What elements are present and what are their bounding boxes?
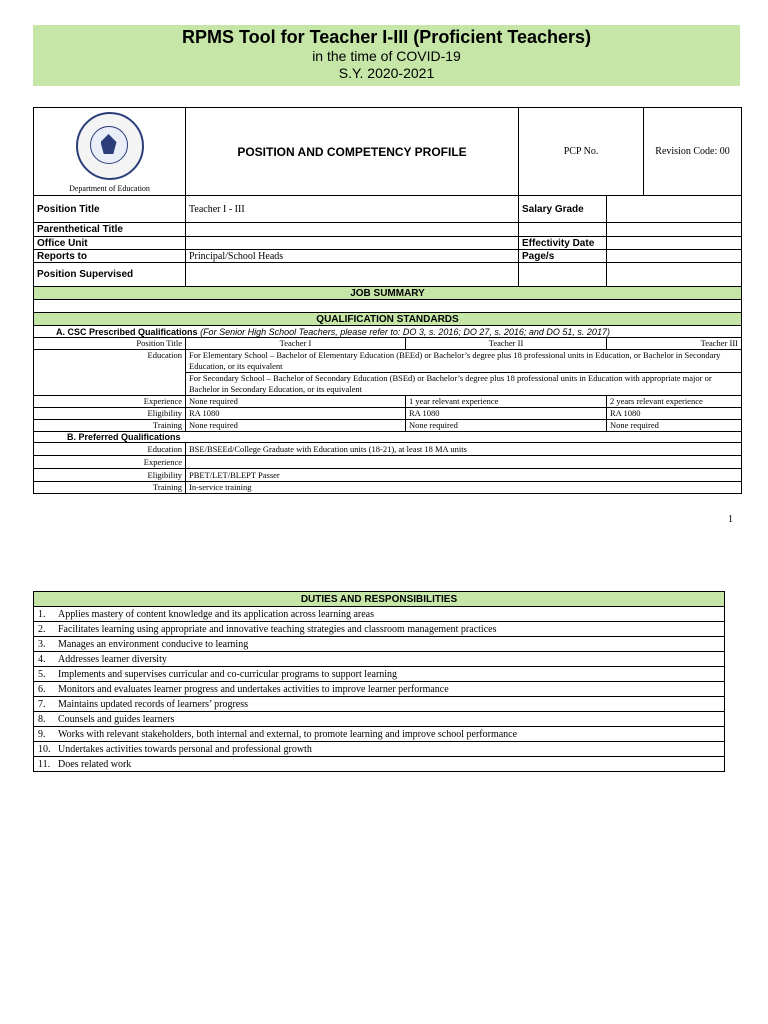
- duty-text: Facilitates learning using appropriate and innovative teaching strategies and classroom management practices: [58, 623, 497, 635]
- eligibility-teacher-1: RA 1080: [186, 408, 406, 420]
- duty-row: [34, 757, 725, 772]
- department-name: Department of Education: [69, 184, 150, 193]
- duty-number: 11.: [38, 758, 51, 770]
- teacher-1-header: Teacher I: [186, 338, 406, 350]
- duty-text: Counsels and guides learners: [58, 713, 175, 725]
- position-competency-profile-table: [33, 107, 742, 494]
- eligibility-label: Eligibility: [34, 408, 186, 420]
- position-supervised-blank: [519, 263, 607, 287]
- duty-cell: [34, 757, 725, 772]
- duties-header: DUTIES AND RESPONSIBILITIES: [34, 592, 725, 607]
- duty-number: 5.: [38, 668, 46, 680]
- duty-cell: [34, 622, 725, 637]
- duty-row: [34, 622, 725, 637]
- duty-cell: [34, 682, 725, 697]
- duty-number: 2.: [38, 623, 46, 635]
- preferred-experience-label: Experience: [34, 456, 186, 469]
- preferred-experience-value: [186, 456, 742, 469]
- duty-text: Undertakes activities towards personal and professional growth: [58, 743, 312, 755]
- parenthetical-title-value: [186, 223, 519, 237]
- effectivity-date-label: Effectivity Date: [519, 237, 607, 250]
- csc-qualifications-row: A. CSC Prescribed Qualifications (For Senior High School Teachers, please refer to: DO 3, s. 2016; DO 27, s. 2016; and DO 51, s. 2017): [34, 326, 742, 338]
- duty-number: 1.: [38, 608, 46, 620]
- profile-title: POSITION AND COMPETENCY PROFILE: [186, 108, 519, 196]
- duty-cell: [34, 742, 725, 757]
- parenthetical-blank: [519, 223, 607, 237]
- position-title-value: Teacher I - III: [186, 196, 519, 223]
- duty-text: Implements and supervises curricular and co-curricular programs to support learning: [58, 668, 398, 680]
- salary-grade-label: Salary Grade: [519, 196, 607, 223]
- deped-logo-cell: [34, 108, 186, 196]
- duty-text: Addresses learner diversity: [58, 653, 167, 665]
- duty-row: [34, 727, 725, 742]
- parenthetical-blank-2: [607, 223, 742, 237]
- effectivity-date-value: [607, 237, 742, 250]
- duty-row: [34, 667, 725, 682]
- duty-number: 3.: [38, 638, 46, 650]
- position-supervised-label: Position Supervised: [34, 263, 186, 287]
- experience-teacher-1: None required: [186, 396, 406, 408]
- duty-text: Monitors and evaluates learner progress and undertakes activities to improve learner performance: [58, 683, 449, 695]
- training-teacher-1: None required: [186, 420, 406, 432]
- duties-list: [34, 607, 725, 772]
- preferred-education-label: Education: [34, 443, 186, 456]
- parenthetical-title-label: Parenthetical Title: [34, 223, 186, 237]
- reports-to-label: Reports to: [34, 250, 186, 263]
- position-supervised-value: [186, 263, 519, 287]
- education-label: Education: [34, 350, 186, 396]
- document-subtitle: in the time of COVID-19: [312, 48, 461, 64]
- experience-teacher-2: 1 year relevant experience: [406, 396, 607, 408]
- teacher-2-header: Teacher II: [406, 338, 607, 350]
- experience-teacher-3: 2 years relevant experience: [607, 396, 742, 408]
- duty-text: Does related work: [58, 758, 132, 770]
- title-banner: [33, 25, 740, 86]
- salary-grade-value: [607, 196, 742, 223]
- preferred-training-label: Training: [34, 482, 186, 494]
- eligibility-teacher-3: RA 1080: [607, 408, 742, 420]
- office-unit-value: [186, 237, 519, 250]
- duty-number: 7.: [38, 698, 46, 710]
- duty-number: 6.: [38, 683, 46, 695]
- duty-cell: [34, 697, 725, 712]
- duty-text: Applies mastery of content knowledge and its application across learning areas: [58, 608, 375, 620]
- training-label: Training: [34, 420, 186, 432]
- qualification-standards-header: QUALIFICATION STANDARDS: [34, 313, 742, 326]
- duty-row: [34, 652, 725, 667]
- training-teacher-3: None required: [607, 420, 742, 432]
- pages-label: Page/s: [519, 250, 607, 263]
- preferred-education-value: BSE/BSEEd/College Graduate with Education units (18-21), at least 18 MA units: [186, 443, 742, 456]
- duty-text: Works with relevant stakeholders, both internal and external, to promote learning and improve school performance: [58, 728, 518, 740]
- duty-row: [34, 712, 725, 727]
- job-summary-header: JOB SUMMARY: [34, 287, 742, 300]
- duty-text: Manages an environment conducive to learning: [58, 638, 249, 650]
- position-title-label: Position Title: [34, 196, 186, 223]
- duty-cell: [34, 727, 725, 742]
- duty-cell: [34, 667, 725, 682]
- duty-row: [34, 607, 725, 622]
- document-title: RPMS Tool for Teacher I-III (Proficient Teachers): [181, 27, 592, 47]
- duty-number: 9.: [38, 728, 46, 740]
- education-secondary: For Secondary School – Bachelor of Secondary Education (BSEd) or Bachelor’s degree plus 18 professional units in Education with appropriate major or Bachelor in Secondary Education, or its equivalent: [186, 373, 742, 396]
- duty-number: 10.: [38, 743, 51, 755]
- page-number: 1: [728, 514, 733, 525]
- preferred-eligibility-label: Eligibility: [34, 469, 186, 482]
- csc-note: For Senior High School Teachers, please refer to: DO 3, s. 2016; DO 27, s. 2016; and DO 51, s. 2017): [203, 326, 610, 337]
- reports-to-value: Principal/School Heads: [186, 250, 519, 263]
- duty-cell: [34, 607, 725, 622]
- duty-number: 8.: [38, 713, 46, 725]
- teacher-3-header: Teacher III: [607, 338, 742, 350]
- preferred-qualifications-heading: B. Preferred Qualifications: [34, 432, 742, 443]
- deped-seal-icon: [76, 112, 144, 180]
- education-elementary: For Elementary School – Bachelor of Elementary Education (BEEd) or Bachelor’s degree plus 18 professional units in Education, or Bachelor in Secondary Education, or its equivalent: [186, 350, 742, 373]
- job-summary-body: [34, 300, 742, 313]
- office-unit-label: Office Unit: [34, 237, 186, 250]
- duties-table: [33, 591, 725, 772]
- duty-row: [34, 742, 725, 757]
- eligibility-teacher-2: RA 1080: [406, 408, 607, 420]
- pcp-number-label: PCP No.: [519, 108, 644, 196]
- position-supervised-blank-2: [607, 263, 742, 287]
- duty-cell: [34, 652, 725, 667]
- preferred-eligibility-value: PBET/LET/BLEPT Passer: [186, 469, 742, 482]
- position-title-col-label: Position Title: [34, 338, 186, 350]
- duty-row: [34, 697, 725, 712]
- csc-heading: A. CSC Prescribed Qualifications: [56, 326, 198, 337]
- revision-code: Revision Code: 00: [644, 108, 742, 196]
- training-teacher-2: None required: [406, 420, 607, 432]
- duty-row: [34, 637, 725, 652]
- duty-cell: [34, 637, 725, 652]
- duty-text: Maintains updated records of learners’ progress: [58, 698, 249, 710]
- duty-number: 4.: [38, 653, 46, 665]
- duty-row: [34, 682, 725, 697]
- duty-cell: [34, 712, 725, 727]
- school-year: S.Y. 2020-2021: [338, 65, 435, 81]
- pages-value: [607, 250, 742, 263]
- experience-label: Experience: [34, 396, 186, 408]
- preferred-training-value: In-service training: [186, 482, 742, 494]
